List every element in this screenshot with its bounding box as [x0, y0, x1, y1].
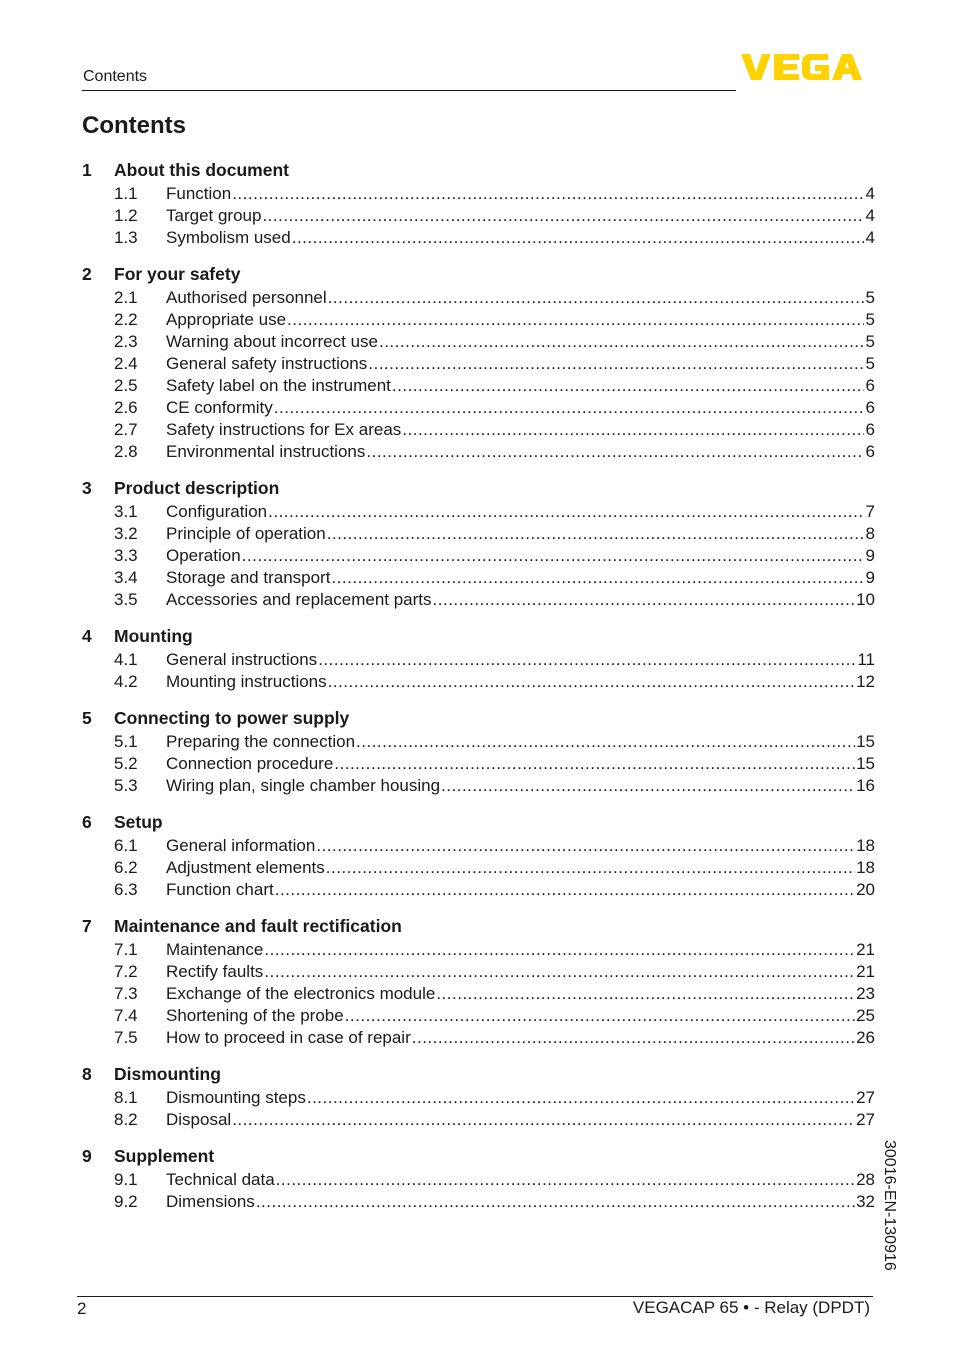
toc-section-heading[interactable] — [82, 706, 875, 731]
footer-product-name: VEGACAP 65 • - Relay (DPDT) — [632, 1298, 870, 1317]
toc-section — [82, 476, 875, 611]
entry-number: 7.5 — [114, 1028, 138, 1047]
entry-page-number: 10 — [856, 590, 875, 609]
toc-section-heading[interactable] — [82, 810, 875, 835]
entry-title: Authorised personnel — [166, 288, 327, 307]
dot-leader — [268, 501, 864, 523]
toc-entry[interactable] — [114, 353, 875, 375]
section-title: Maintenance and fault rectification — [114, 916, 402, 936]
toc-section — [82, 810, 875, 901]
page-title: Contents — [82, 112, 186, 139]
dot-leader — [412, 1027, 855, 1049]
entry-title: Technical data — [166, 1170, 275, 1189]
toc-entry[interactable] — [114, 1087, 875, 1109]
entry-title: Appropriate use — [166, 310, 287, 329]
entry-number: 8.1 — [114, 1088, 138, 1107]
dot-leader — [264, 961, 855, 983]
logo-letter-e — [774, 54, 799, 80]
entry-title: Storage and transport — [166, 568, 331, 587]
entry-number: 2.6 — [114, 398, 138, 417]
toc-section-heading[interactable] — [82, 1144, 875, 1169]
entry-page-number: 16 — [856, 776, 875, 795]
toc-entry[interactable] — [114, 227, 875, 249]
entry-page-number: 32 — [856, 1192, 875, 1211]
entry-page-number: 7 — [865, 502, 875, 521]
section-title: Mounting — [114, 626, 193, 646]
entry-page-number: 8 — [865, 524, 875, 543]
toc-section — [82, 262, 875, 463]
toc-entry[interactable] — [114, 205, 875, 227]
logo-letter-a — [832, 54, 862, 80]
entry-number: 4.1 — [114, 650, 138, 669]
toc-entry[interactable] — [114, 775, 875, 797]
entry-page-number: 20 — [856, 880, 875, 899]
dot-leader — [356, 731, 855, 753]
entry-title: General instructions — [166, 650, 318, 669]
logo-letter-v — [741, 54, 771, 80]
entry-title: Safety label on the instrument — [166, 376, 391, 395]
section-title: Supplement — [114, 1146, 215, 1166]
toc-entry[interactable] — [114, 857, 875, 879]
entry-title: Warning about incorrect use — [166, 332, 378, 351]
toc-entry[interactable] — [114, 441, 875, 463]
entry-number: 1.1 — [114, 184, 138, 203]
dot-leader — [392, 375, 864, 397]
entry-page-number: 4 — [865, 184, 875, 203]
toc-section-heading[interactable] — [82, 624, 875, 649]
entry-title: Target group — [166, 206, 262, 225]
entry-page-number: 4 — [865, 228, 875, 247]
entry-number: 2.8 — [114, 442, 138, 461]
entry-page-number: 18 — [856, 836, 875, 855]
entry-page-number: 5 — [865, 354, 875, 373]
dot-leader — [331, 567, 864, 589]
entry-number: 5.2 — [114, 754, 138, 773]
section-title: About this document — [114, 160, 289, 180]
entry-title: Operation — [166, 546, 241, 565]
section-number: 7 — [82, 916, 92, 936]
dot-leader — [328, 671, 855, 693]
entry-title: Function — [166, 184, 232, 203]
section-title: Setup — [114, 812, 163, 832]
entry-title: Connection procedure — [166, 754, 334, 773]
toc-entry[interactable] — [114, 501, 875, 523]
toc-section — [82, 1144, 875, 1213]
toc-section — [82, 1062, 875, 1131]
toc-entry[interactable] — [114, 523, 875, 545]
entry-number: 5.1 — [114, 732, 138, 751]
toc-section — [82, 706, 875, 797]
toc-entry[interactable] — [114, 1169, 875, 1191]
toc-section-heading[interactable] — [82, 1062, 875, 1087]
toc-entry[interactable] — [114, 1027, 875, 1049]
entry-page-number: 18 — [856, 858, 875, 877]
entry-number: 7.1 — [114, 940, 138, 959]
dot-leader — [441, 775, 855, 797]
dot-leader — [402, 419, 864, 441]
entry-page-number: 5 — [865, 288, 875, 307]
entry-title: Mounting instructions — [166, 672, 327, 691]
entry-title: Dismounting steps — [166, 1088, 306, 1107]
section-title: For your safety — [114, 264, 241, 284]
section-title: Dismounting — [114, 1064, 221, 1084]
dot-leader — [433, 589, 856, 611]
entry-number: 2.7 — [114, 420, 138, 439]
section-number: 5 — [82, 708, 92, 728]
entry-title: Maintenance — [166, 940, 264, 959]
entry-page-number: 5 — [865, 310, 875, 329]
dot-leader — [366, 441, 864, 463]
dot-leader — [274, 397, 864, 419]
toc-entry[interactable] — [114, 961, 875, 983]
dot-leader — [307, 1087, 855, 1109]
entry-page-number: 28 — [856, 1170, 875, 1189]
entry-number: 2.3 — [114, 332, 138, 351]
entry-number: 3.5 — [114, 590, 138, 609]
toc-entry[interactable] — [114, 309, 875, 331]
toc-entry[interactable] — [114, 731, 875, 753]
toc-entry[interactable] — [114, 397, 875, 419]
toc-entry[interactable] — [114, 419, 875, 441]
toc-section-heading[interactable] — [82, 262, 875, 287]
dot-leader — [327, 523, 864, 545]
dot-leader — [256, 1191, 855, 1213]
entry-number: 3.3 — [114, 546, 138, 565]
entry-number: 2.1 — [114, 288, 138, 307]
entry-title: Wiring plan, single chamber housing — [166, 776, 441, 795]
toc-entry[interactable] — [114, 589, 875, 611]
entry-number: 7.2 — [114, 962, 138, 981]
entry-number: 3.4 — [114, 568, 138, 587]
dot-leader — [345, 1005, 855, 1027]
toc-entry[interactable] — [114, 939, 875, 961]
entry-number: 9.2 — [114, 1192, 138, 1211]
entry-title: Accessories and replacement parts — [166, 590, 432, 609]
section-title: Product description — [114, 478, 280, 498]
toc-section — [82, 914, 875, 1049]
entry-title: Shortening of the probe — [166, 1006, 344, 1025]
section-number: 6 — [82, 812, 92, 832]
dot-leader — [436, 983, 855, 1005]
entry-number: 1.2 — [114, 206, 138, 225]
entry-page-number: 15 — [856, 754, 875, 773]
entry-page-number: 11 — [857, 650, 875, 669]
entry-page-number: 6 — [865, 398, 875, 417]
dot-leader — [334, 753, 855, 775]
entry-page-number: 5 — [865, 332, 875, 351]
section-number: 1 — [82, 160, 92, 180]
entry-page-number: 27 — [856, 1088, 875, 1107]
dot-leader — [232, 1109, 855, 1131]
toc-entry[interactable] — [114, 183, 875, 205]
dot-leader — [326, 857, 855, 879]
entry-page-number: 9 — [865, 546, 875, 565]
dot-leader — [264, 939, 855, 961]
dot-leader — [275, 879, 855, 901]
toc-entry[interactable] — [114, 879, 875, 901]
toc-entry[interactable] — [114, 753, 875, 775]
toc-section — [82, 624, 875, 693]
toc-entry[interactable] — [114, 287, 875, 309]
entry-title: Preparing the connection — [166, 732, 356, 751]
entry-page-number: 26 — [856, 1028, 875, 1047]
entry-title: Configuration — [166, 502, 268, 521]
document-code: 30016-EN-130916 — [881, 1140, 898, 1271]
dot-leader — [242, 545, 864, 567]
entry-number: 2.4 — [114, 354, 138, 373]
entry-number: 6.3 — [114, 880, 138, 899]
entry-title: Exchange of the electronics module — [166, 984, 436, 1003]
entry-title: Environmental instructions — [166, 442, 366, 461]
entry-number: 9.1 — [114, 1170, 138, 1189]
toc-entry[interactable] — [114, 1191, 875, 1213]
toc-entry[interactable] — [114, 835, 875, 857]
entry-title: How to proceed in case of repair — [166, 1028, 411, 1047]
dot-leader — [379, 331, 864, 353]
toc-entry[interactable] — [114, 567, 875, 589]
dot-leader — [292, 227, 864, 249]
entry-title: CE conformity — [166, 398, 273, 417]
toc-section-heading[interactable] — [82, 158, 875, 183]
dot-leader — [262, 205, 864, 227]
section-number: 8 — [82, 1064, 92, 1084]
toc-entry[interactable] — [114, 649, 875, 671]
table-of-contents — [82, 158, 875, 1226]
header-label: Contents — [83, 68, 148, 85]
toc-entry[interactable] — [114, 671, 875, 693]
toc-entry[interactable] — [114, 375, 875, 397]
entry-page-number: 6 — [865, 442, 875, 461]
toc-section-heading[interactable] — [82, 476, 875, 501]
entry-page-number: 12 — [856, 672, 875, 691]
dot-leader — [316, 835, 855, 857]
entry-title: Symbolism used — [166, 228, 291, 247]
entry-page-number: 9 — [865, 568, 875, 587]
entry-number: 5.3 — [114, 776, 138, 795]
section-number: 4 — [82, 626, 92, 646]
dot-leader — [328, 287, 864, 309]
entry-title: Rectify faults — [166, 962, 264, 981]
dot-leader — [368, 353, 864, 375]
entry-page-number: 15 — [856, 732, 875, 751]
entry-number: 3.2 — [114, 524, 138, 543]
entry-number: 7.3 — [114, 984, 138, 1003]
toc-entry[interactable] — [114, 545, 875, 567]
entry-page-number: 23 — [856, 984, 875, 1003]
footer-page-number: 2 — [77, 1299, 87, 1318]
toc-entry[interactable] — [114, 983, 875, 1005]
entry-number: 7.4 — [114, 1006, 138, 1025]
footer-rule — [77, 1296, 873, 1297]
section-title: Connecting to power supply — [114, 708, 350, 728]
entry-number: 2.2 — [114, 310, 138, 329]
entry-page-number: 25 — [856, 1006, 875, 1025]
toc-entry[interactable] — [114, 331, 875, 353]
vega-logo — [741, 52, 873, 82]
dot-leader — [232, 183, 864, 205]
toc-section-heading[interactable] — [82, 914, 875, 939]
entry-title: Disposal — [166, 1110, 232, 1129]
header-rule — [82, 90, 736, 91]
entry-number: 4.2 — [114, 672, 138, 691]
section-number: 3 — [82, 478, 92, 498]
entry-page-number: 6 — [865, 376, 875, 395]
entry-number: 3.1 — [114, 502, 138, 521]
logo-letter-g — [802, 54, 829, 80]
dot-leader — [318, 649, 856, 671]
dot-leader — [276, 1169, 855, 1191]
entry-number: 6.2 — [114, 858, 138, 877]
entry-title: General information — [166, 836, 316, 855]
entry-title: Adjustment elements — [166, 858, 325, 877]
entry-page-number: 6 — [865, 420, 875, 439]
entry-title: General safety instructions — [166, 354, 368, 373]
entry-title: Principle of operation — [166, 524, 326, 543]
entry-number: 8.2 — [114, 1110, 138, 1129]
entry-page-number: 21 — [856, 940, 875, 959]
section-number: 2 — [82, 264, 92, 284]
entry-page-number: 27 — [856, 1110, 875, 1129]
entry-number: 2.5 — [114, 376, 138, 395]
entry-page-number: 21 — [856, 962, 875, 981]
entry-page-number: 4 — [865, 206, 875, 225]
dot-leader — [287, 309, 864, 331]
toc-section — [82, 158, 875, 249]
entry-number: 1.3 — [114, 228, 138, 247]
entry-number: 6.1 — [114, 836, 138, 855]
entry-title: Safety instructions for Ex areas — [166, 420, 402, 439]
toc-entry[interactable] — [114, 1109, 875, 1131]
entry-title: Function chart — [166, 880, 274, 899]
section-number: 9 — [82, 1146, 92, 1166]
entry-title: Dimensions — [166, 1192, 255, 1211]
toc-entry[interactable] — [114, 1005, 875, 1027]
